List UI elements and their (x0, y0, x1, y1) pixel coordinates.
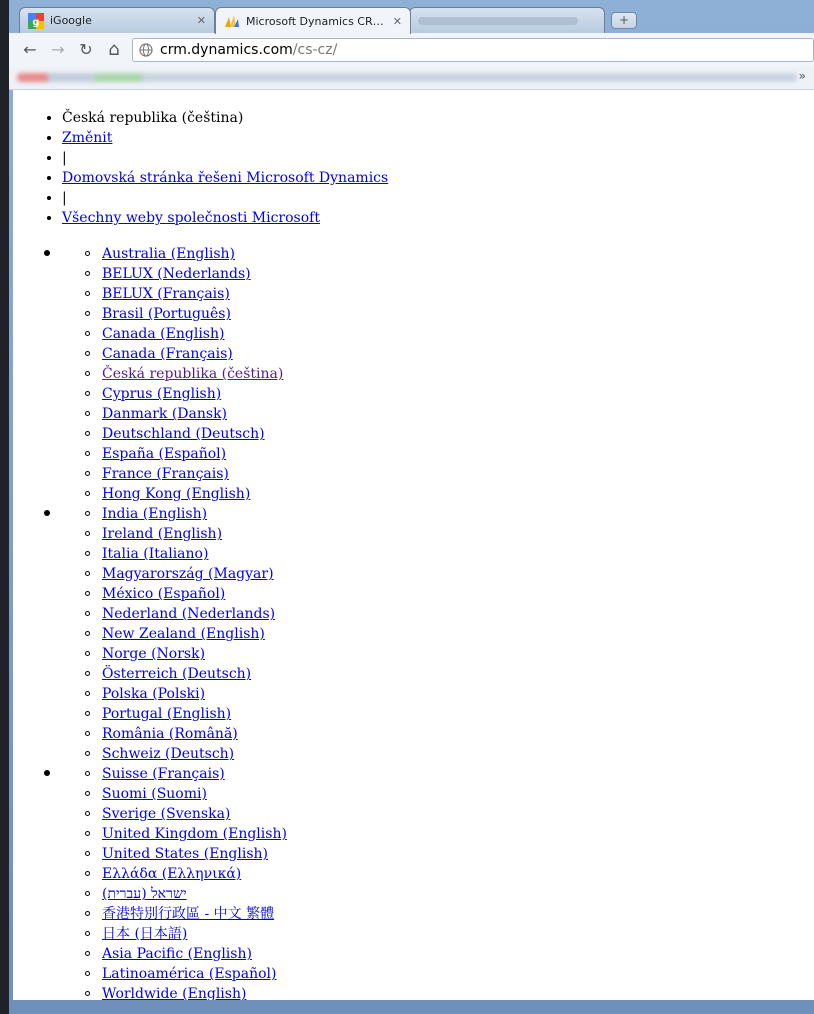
country-link[interactable]: Portugal (English) (102, 706, 232, 722)
country-link[interactable]: BELUX (Français) (102, 286, 230, 302)
circle-bullet-icon (85, 511, 90, 516)
country-link[interactable]: Canada (English) (102, 326, 225, 342)
all-microsoft-sites-item (62, 208, 388, 228)
country-link[interactable]: Asia Pacific (English) (102, 946, 252, 962)
country-link[interactable]: New Zealand (English) (102, 626, 265, 642)
country-link[interactable]: Italia (Italiano) (102, 546, 209, 562)
country-link[interactable]: Norge (Norsk) (102, 646, 206, 662)
country-link[interactable]: BELUX (Nederlands) (102, 266, 251, 282)
page-viewport (13, 90, 814, 1000)
circle-bullet-icon (85, 791, 90, 796)
circle-bullet-icon (85, 971, 90, 976)
circle-bullet-icon (85, 771, 90, 776)
browser-toolbar (9, 33, 814, 68)
globe-icon (139, 43, 153, 57)
window-bottom-frame (9, 1000, 814, 1014)
blurred-bookmarks (17, 73, 797, 82)
country-link[interactable]: Magyarország (Magyar) (102, 566, 274, 582)
country-link[interactable]: Suomi (Suomi) (102, 786, 207, 802)
circle-bullet-icon (85, 871, 90, 876)
tab-igoogle[interactable] (19, 7, 215, 33)
bookmarks-more-icon[interactable]: » (798, 69, 806, 83)
change-item (62, 128, 388, 148)
circle-bullet-icon (85, 751, 90, 756)
circle-bullet-icon (85, 251, 90, 256)
circle-bullet-icon (85, 351, 90, 356)
country-link[interactable]: Ελλάδα (Ελληνικά) (102, 866, 242, 882)
tab-close-icon[interactable]: ✕ (392, 14, 402, 28)
country-link[interactable]: Nederland (Nederlands) (102, 606, 276, 622)
circle-bullet-icon (85, 531, 90, 536)
back-arrow-icon[interactable]: ← (23, 40, 37, 59)
circle-bullet-icon (85, 711, 90, 716)
svg-text:g: g (32, 16, 40, 28)
circle-bullet-icon (85, 571, 90, 576)
circle-bullet-icon (85, 551, 90, 556)
circle-bullet-icon (85, 471, 90, 476)
address-bar[interactable] (132, 38, 814, 62)
circle-bullet-icon (85, 671, 90, 676)
country-link[interactable]: Australia (English) (102, 246, 236, 262)
forward-arrow-icon[interactable]: → (51, 40, 65, 59)
address-host: crm.dynamics.com (160, 42, 293, 58)
circle-bullet-icon (85, 391, 90, 396)
circle-bullet-icon (85, 951, 90, 956)
change-locale-link[interactable]: Změnit (62, 130, 113, 146)
circle-bullet-icon (85, 891, 90, 896)
country-link[interactable]: United States (English) (102, 846, 269, 862)
country-link[interactable]: Canada (Français) (102, 346, 233, 362)
circle-bullet-icon (85, 911, 90, 916)
dynamics-home-link[interactable]: Domovská stránka řešeni Microsoft Dynamics (62, 170, 389, 186)
home-icon[interactable]: ⌂ (108, 39, 120, 60)
circle-bullet-icon (85, 651, 90, 656)
circle-bullet-icon (85, 411, 90, 416)
circle-bullet-icon (85, 931, 90, 936)
circle-bullet-icon (85, 591, 90, 596)
country-link[interactable]: India (English) (102, 506, 208, 522)
tab-title: Microsoft Dynamics CR… (246, 14, 384, 28)
circle-bullet-icon (85, 831, 90, 836)
country-link[interactable]: Sverige (Svenska) (102, 806, 231, 822)
dynamics-favicon-icon (224, 13, 240, 29)
country-link[interactable]: Hong Kong (English) (102, 486, 251, 502)
country-link[interactable]: Worldwide (English) (102, 986, 247, 1000)
reload-icon[interactable]: ↻ (79, 40, 93, 59)
circle-bullet-icon (85, 631, 90, 636)
outer-list-bullet (44, 250, 50, 256)
circle-bullet-icon (85, 811, 90, 816)
country-link[interactable]: ישראל (עברית) (102, 886, 187, 902)
country-link[interactable]: Cyprus (English) (102, 386, 222, 402)
new-tab-button[interactable]: + (611, 12, 637, 29)
circle-bullet-icon (85, 491, 90, 496)
country-link[interactable]: 香港特別行政區 - 中文 繁體 (102, 906, 275, 922)
circle-bullet-icon (85, 691, 90, 696)
bookmarks-bar (9, 67, 814, 90)
dynamics-home-item (62, 168, 388, 188)
country-link[interactable]: España (Español) (102, 446, 227, 462)
country-link[interactable]: United Kingdom (English) (102, 826, 287, 842)
desktop-edge (0, 0, 9, 1014)
circle-bullet-icon (85, 991, 90, 996)
separator: | (62, 190, 67, 206)
outer-list-bullet (44, 770, 50, 776)
circle-bullet-icon (85, 331, 90, 336)
circle-bullet-icon (85, 371, 90, 376)
tab-strip (9, 0, 814, 33)
country-link[interactable]: 日本 (日本語) (102, 926, 188, 942)
all-microsoft-sites-link[interactable]: Všechny weby společnosti Microsoft (62, 210, 320, 226)
country-link[interactable]: Brasil (Português) (102, 306, 231, 322)
tab-title: iGoogle (50, 14, 92, 27)
tab-close-icon[interactable]: ✕ (196, 14, 206, 27)
tab-dynamics[interactable] (215, 7, 411, 34)
circle-bullet-icon (85, 311, 90, 316)
circle-bullet-icon (85, 451, 90, 456)
circle-bullet-icon (85, 851, 90, 856)
current-locale-label: Česká republika (čeština) (62, 110, 244, 126)
google-favicon-icon (28, 13, 44, 29)
country-link[interactable]: România (Română) (102, 726, 238, 742)
country-link[interactable]: Österreich (Deutsch) (102, 666, 252, 682)
country-link[interactable]: Suisse (Français) (102, 766, 225, 782)
country-link[interactable]: Deutschland (Deutsch) (102, 426, 265, 442)
circle-bullet-icon (85, 431, 90, 436)
circle-bullet-icon (85, 731, 90, 736)
country-link[interactable]: Polska (Polski) (102, 686, 206, 702)
separator: | (62, 150, 67, 166)
country-link[interactable]: Latinoamérica (Español) (102, 966, 277, 982)
circle-bullet-icon (85, 611, 90, 616)
outer-list-bullet (44, 510, 50, 516)
address-path: /cs-cz/ (292, 42, 338, 58)
blurred-tab-title (418, 17, 578, 25)
separator-item (62, 188, 388, 208)
circle-bullet-icon (85, 291, 90, 296)
current-locale-item (62, 108, 388, 128)
country-link[interactable]: Danmark (Dansk) (102, 406, 228, 422)
separator-item (62, 148, 388, 168)
country-link[interactable]: Česká republika (čeština) (102, 366, 284, 382)
country-link[interactable]: México (Español) (102, 586, 226, 602)
tab-blurred[interactable] (409, 7, 605, 33)
header-list (62, 108, 388, 228)
country-link[interactable]: Ireland (English) (102, 526, 223, 542)
country-link[interactable]: Schweiz (Deutsch) (102, 746, 235, 762)
circle-bullet-icon (85, 271, 90, 276)
country-link[interactable]: France (Français) (102, 466, 229, 482)
